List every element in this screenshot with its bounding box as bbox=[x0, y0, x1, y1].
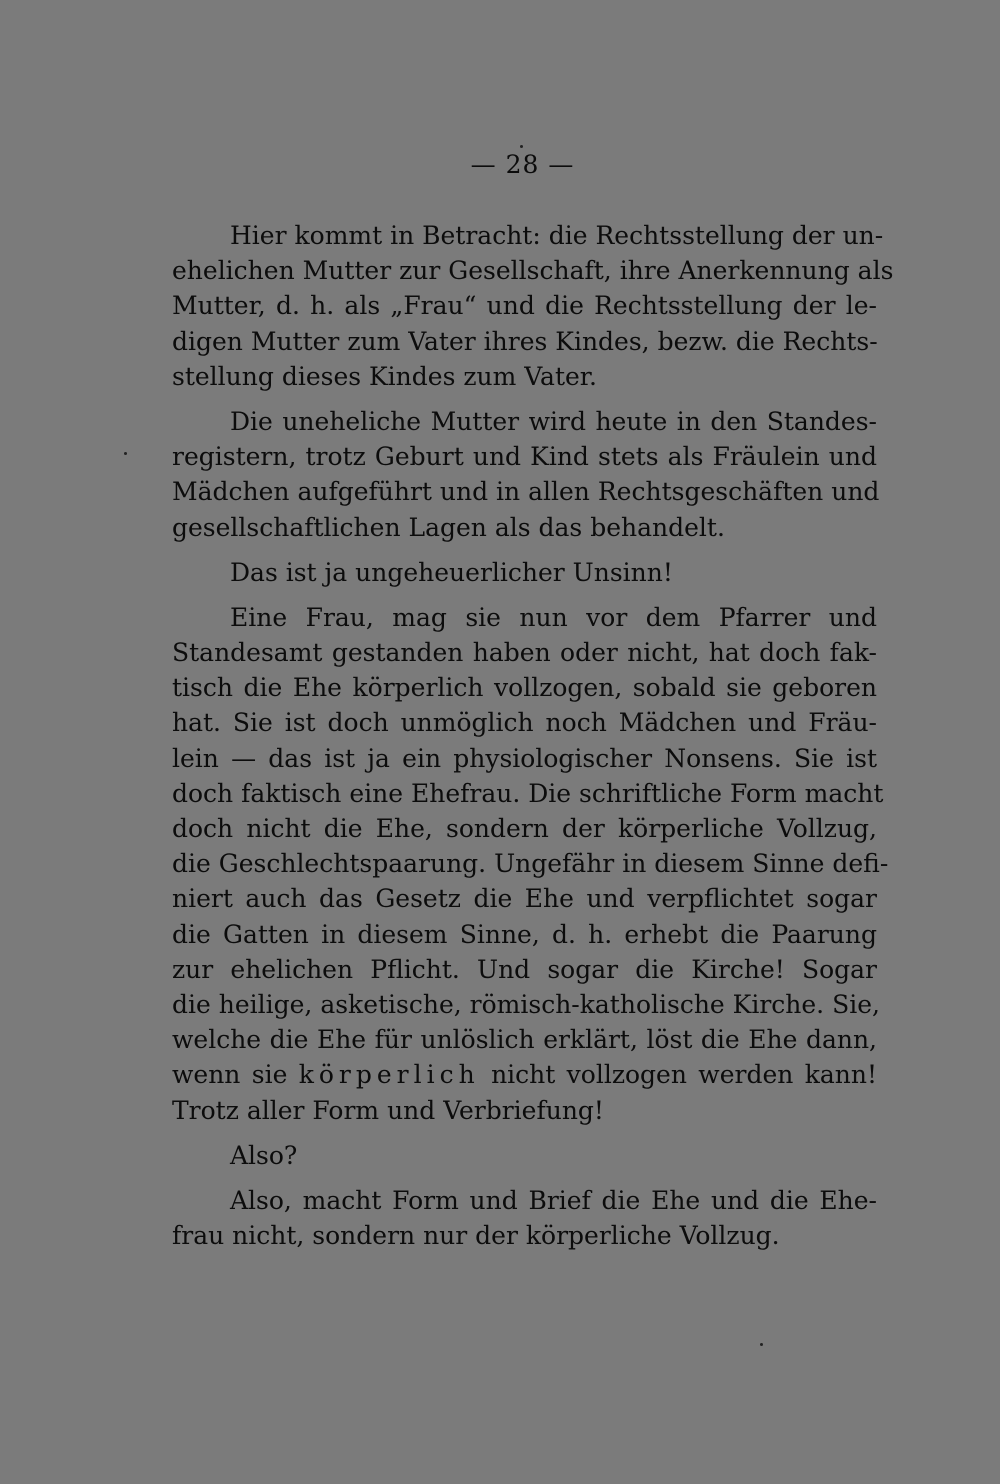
text-line: digen Mutter zum Vater ihres Kindes, bezw. die Rechts- bbox=[172, 326, 878, 356]
text-line: ehelichen Mutter zur Gesellschaft, ihre Anerkennung als bbox=[172, 256, 894, 286]
text-line: doch nicht die Ehe, sondern der körperliche Vollzug, bbox=[172, 814, 877, 843]
paragraph-6 bbox=[172, 1183, 877, 1253]
paragraph-1 bbox=[172, 218, 894, 394]
text-line: hat. Sie ist doch unmöglich noch Mädchen und Fräu- bbox=[172, 708, 877, 738]
text-line: Hier kommt in Betracht: die Rechtsstellung der un- bbox=[230, 221, 884, 250]
text-line: die heilige, asketische, römisch-katholische Kirche. Sie, bbox=[172, 989, 880, 1019]
scan-speck bbox=[760, 1343, 763, 1346]
paragraph-5 bbox=[172, 1138, 877, 1173]
text-line: Eine Frau, mag sie nun vor dem Pfarrer und bbox=[230, 602, 877, 632]
text-line: registern, trotz Geburt und Kind stets als Fräulein und bbox=[172, 442, 877, 472]
paragraph-4 bbox=[172, 600, 889, 1128]
paragraph-3 bbox=[172, 555, 877, 590]
body-text bbox=[172, 218, 894, 1253]
scan-speck bbox=[520, 145, 523, 148]
text-line: doch faktisch eine Ehefrau. Die schriftliche Form macht bbox=[172, 778, 884, 808]
text-line: die Gatten in diesem Sinne, d. h. erhebt die Paarung bbox=[172, 919, 877, 949]
text-line: Also? bbox=[230, 1140, 298, 1170]
text-line: gesellschaftlichen Lagen als das behandelt. bbox=[172, 512, 725, 542]
text-line: Standesamt gestanden haben oder nicht, hat doch fak- bbox=[172, 638, 877, 668]
text-line: welche die Ehe für unlöslich erklärt, löst die Ehe dann, bbox=[172, 1025, 877, 1055]
scan-speck bbox=[124, 452, 127, 455]
paragraph-2 bbox=[172, 404, 880, 545]
text-line: Die uneheliche Mutter wird heute in den Standes- bbox=[230, 406, 877, 436]
page-number: — 28 — bbox=[470, 150, 575, 179]
text-segment: wenn sie bbox=[172, 1060, 299, 1090]
text-line: Das ist ja ungeheuerlicher Unsinn! bbox=[230, 557, 673, 587]
text-line: niert auch das Gesetz die Ehe und verpflichtet sogar bbox=[172, 884, 877, 914]
text-line: frau nicht, sondern nur der körperliche Vollzug. bbox=[172, 1221, 780, 1251]
text-line: Also, macht Form und Brief die Ehe und die Ehe- bbox=[230, 1185, 877, 1215]
text-segment: nicht vollzogen werden kann! bbox=[479, 1060, 877, 1090]
emphasized-word: körperlich bbox=[298, 1060, 480, 1090]
text-line: stellung dieses Kindes zum Vater. bbox=[172, 361, 597, 391]
text-line: Mädchen aufgeführt und in allen Rechtsgeschäften und bbox=[172, 477, 880, 507]
text-line: Mutter, d. h. als „Frau“ und die Rechtsstellung der le- bbox=[172, 291, 877, 321]
text-line: tisch die Ehe körperlich vollzogen, sobald sie geboren bbox=[172, 673, 877, 703]
text-line: lein — das ist ja ein physiologischer Nonsens. Sie ist bbox=[172, 743, 877, 773]
text-line-spaced bbox=[172, 1057, 877, 1092]
text-line: Trotz aller Form und Verbriefung! bbox=[172, 1095, 604, 1125]
text-line: zur ehelichen Pflicht. Und sogar die Kirche! Sogar bbox=[172, 954, 877, 984]
text-line: die Geschlechtspaarung. Ungefähr in diesem Sinne defi- bbox=[172, 849, 889, 879]
